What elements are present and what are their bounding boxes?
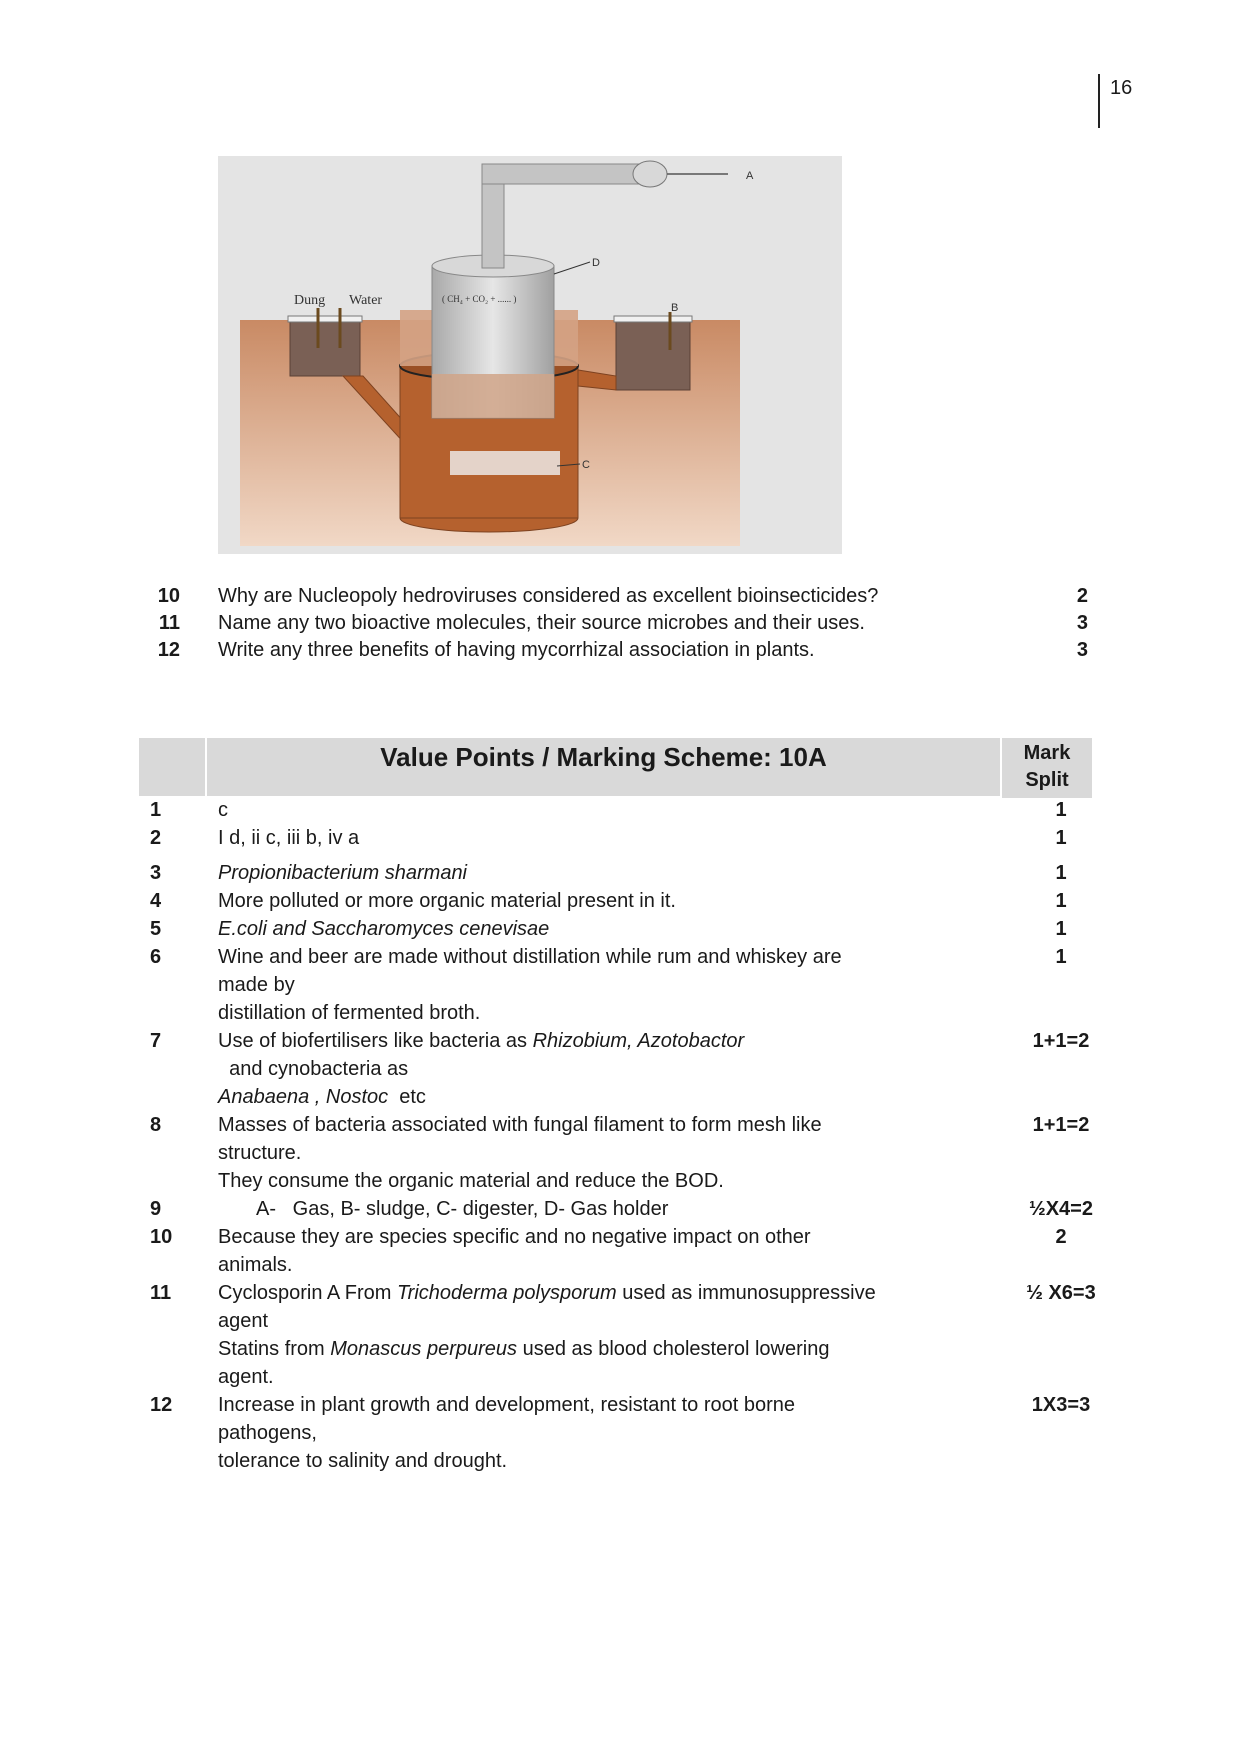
table-row: 12 Increase in plant growth and development, resistant to root borne pathogens, tolerance to salinity and drought. 1X3=3	[150, 1394, 1091, 1472]
table-header	[139, 738, 1104, 796]
page-number: 16	[1098, 74, 1132, 128]
table-row: 2 I d, ii c, iii b, iv a 1	[150, 827, 1067, 849]
scheme-title: Value Points / Marking Scheme: 10A	[207, 738, 1000, 796]
question-list	[140, 583, 1100, 664]
label-water: Water	[349, 293, 383, 308]
question-row: 11 Name any two bioactive molecules, their source microbes and their uses. 3	[158, 612, 1088, 634]
label-d: D	[592, 257, 600, 269]
gas-valve	[633, 161, 667, 187]
label-c: C	[582, 459, 590, 471]
mark-split-header: Mark Split	[1002, 738, 1092, 798]
table-row: 10 Because they are species specific and no negative impact on other animals. 2	[150, 1226, 1067, 1276]
table-row: 5 E.coli and Saccharomyces cenevisae 1	[150, 918, 1067, 940]
table-row: 1 c 1	[150, 799, 1067, 821]
table-row: 11 Cyclosporin A From Trichoderma polysporum used as immunosuppressive agent Statins from Monascus perpureus used as blood cholesterol lowering agent. ½ X6=3	[150, 1282, 1096, 1388]
biogas-plant-diagram	[218, 156, 842, 554]
table-row: 8 Masses of bacteria associated with fungal filament to form mesh like structure. They consume the organic material and reduce the BOD. 1+1=2	[150, 1114, 1090, 1192]
question-row: 10 Why are Nucleopoly hedroviruses considered as excellent bioinsecticides? 2	[157, 585, 1088, 607]
label-b: B	[671, 302, 679, 314]
label-formula: ( CH₄ + CO₂ + ...... )	[442, 294, 517, 304]
marking-scheme-table	[139, 738, 1104, 1475]
table-row: 3 Propionibacterium sharmani 1	[150, 862, 1067, 884]
label-dung: Dung	[294, 293, 326, 308]
label-a: A	[746, 170, 754, 182]
inlet-tank	[290, 320, 360, 376]
outlet-tank	[616, 320, 690, 390]
table-row: 7 Use of biofertilisers like bacteria as Rhizobium, Azotobactor and cynobacteria as Anabaena , Nostoc etc 1+1=2	[150, 1030, 1090, 1108]
table-row: 9 A- Gas, B- sludge, C- digester, D- Gas holder ½X4=2	[150, 1198, 1093, 1220]
table-row: 4 More polluted or more organic material present in it. 1	[150, 890, 1067, 912]
table-row: 6 Wine and beer are made without distillation while rum and whiskey are made by distillation of fermented broth. 1	[150, 946, 1067, 1024]
question-row: 12 Write any three benefits of having mycorrhizal association in plants. 3	[157, 639, 1088, 661]
